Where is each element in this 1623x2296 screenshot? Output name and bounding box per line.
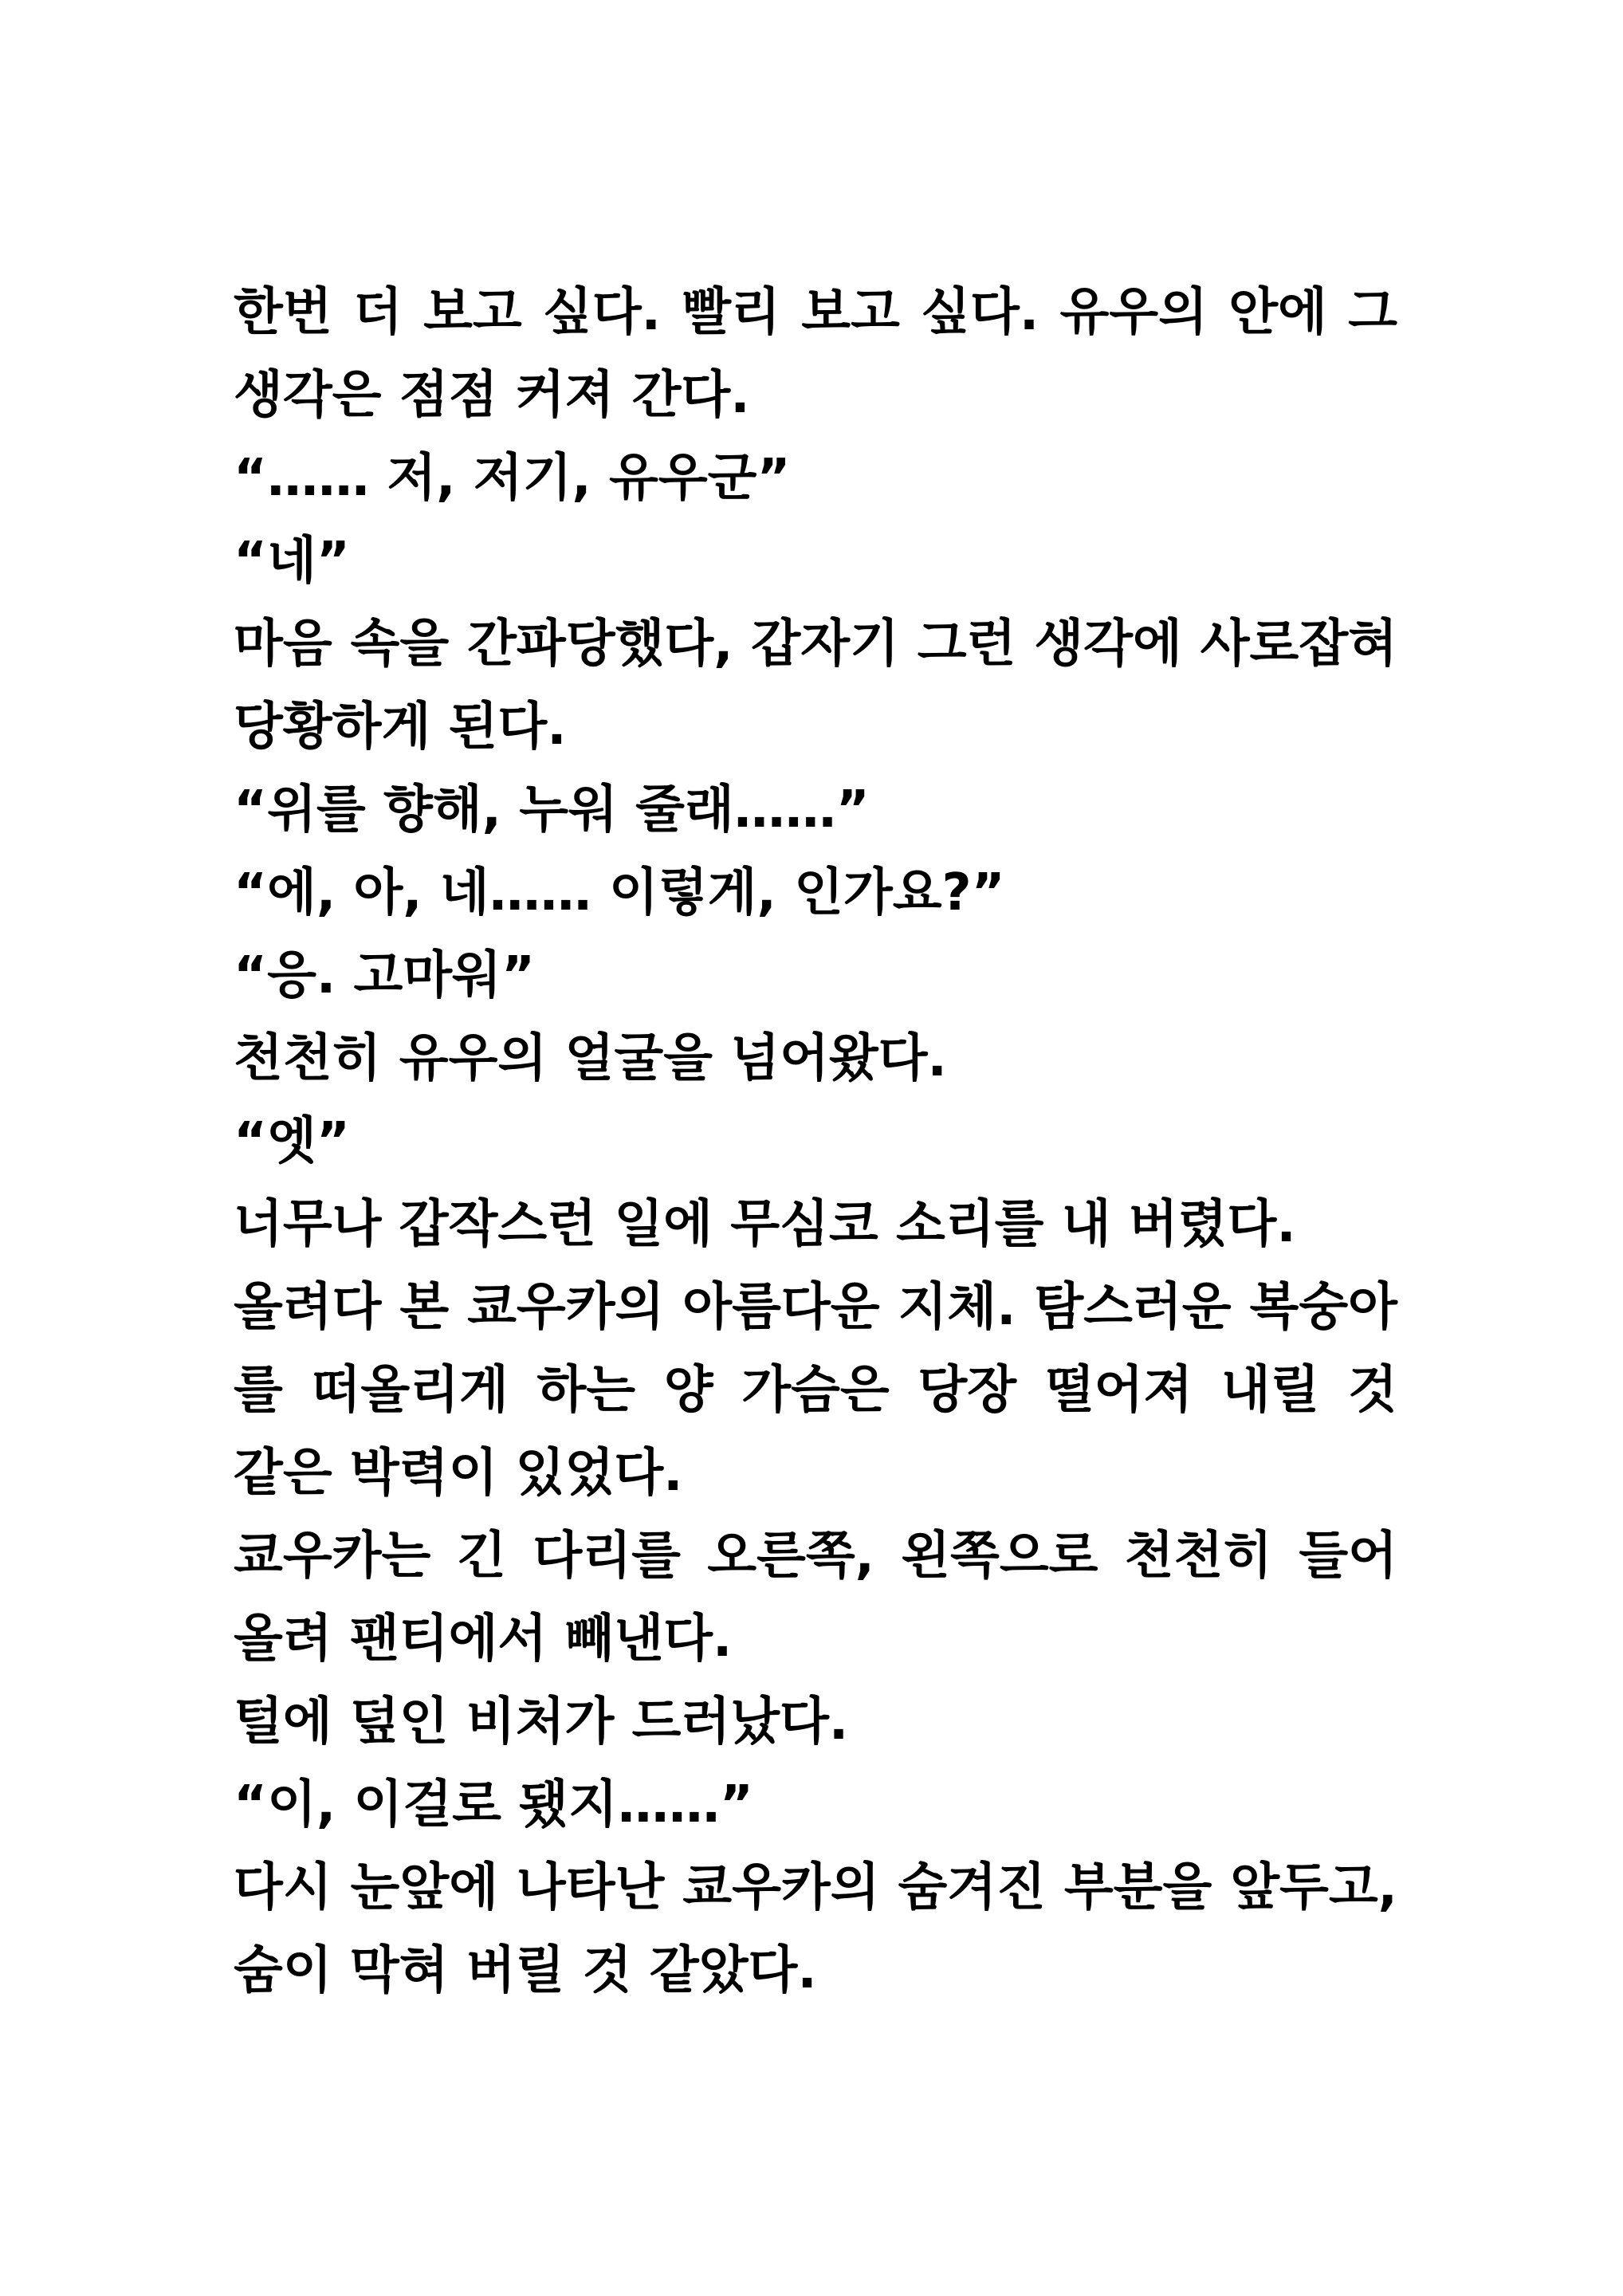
- text-line-17: 올려 팬티에서 빼낸다.: [234, 1610, 733, 1669]
- text-line-7: “위를 향해, 누워 줄래……”: [234, 780, 870, 839]
- text-line-18: 털에 덮인 비처가 드러났다.: [234, 1693, 849, 1751]
- text-line-13: 올려다 본 쿄우카의 아름다운 지체. 탐스러운 복숭아: [234, 1278, 1397, 1337]
- text-line-21: 숨이 막혀 버릴 것 같았다.: [234, 1941, 817, 2000]
- text-line-6: 당황하게 된다.: [234, 698, 567, 757]
- body-text: [234, 271, 1397, 2012]
- text-line-10: 천천히 유우의 얼굴을 넘어왔다.: [234, 1029, 947, 1088]
- text-line-2: 생각은 점점 커져 간다.: [234, 366, 750, 425]
- text-line-3: “…… 저, 저기, 유우군”: [234, 449, 791, 508]
- text-line-15: 같은 박력이 있었다.: [234, 1444, 683, 1503]
- text-line-20: 다시 눈앞에 나타난 쿄우카의 숨겨진 부분을 앞두고,: [234, 1858, 1397, 1917]
- text-line-14: 를 떠올리게 하는 양 가슴은 당장 떨어져 내릴 것: [234, 1361, 1397, 1420]
- text-line-19: “이, 이걸로 됐지……”: [234, 1775, 753, 1834]
- text-line-4: “네”: [234, 532, 350, 591]
- text-line-16: 쿄우카는 긴 다리를 오른쪽, 왼쪽으로 천천히 들어: [234, 1527, 1397, 1586]
- text-line-8: “에, 아, 네…… 이렇게, 인가요?”: [234, 863, 1005, 922]
- text-line-5: 마음 속을 간파당했다, 갑자기 그런 생각에 사로잡혀: [234, 615, 1397, 674]
- text-line-9: “응. 고마워”: [234, 946, 536, 1005]
- text-line-1: 한번 더 보고 싶다. 빨리 보고 싶다. 유우의 안에 그: [234, 283, 1397, 342]
- text-line-12: 너무나 갑작스런 일에 무심코 소리를 내 버렸다.: [234, 1195, 1296, 1254]
- text-line-11: “엣”: [234, 1112, 350, 1171]
